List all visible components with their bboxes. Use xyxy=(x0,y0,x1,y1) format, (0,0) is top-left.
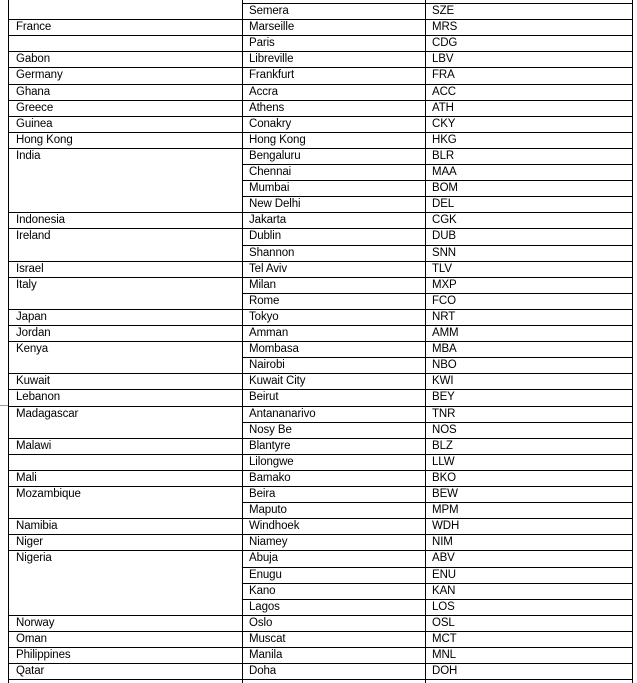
row-border xyxy=(8,389,242,390)
row-border xyxy=(8,341,242,342)
airport-code-cell: CGK xyxy=(432,214,457,227)
airport-code-cell: BLZ xyxy=(432,439,453,452)
city-cell: Semera xyxy=(249,5,289,17)
row-border xyxy=(8,663,242,664)
country-cell: Mali xyxy=(16,471,37,484)
country-cell: India xyxy=(16,149,41,162)
country-cell: Ireland xyxy=(16,230,51,243)
city-cell: Frankfurt xyxy=(249,69,295,82)
margin-stub-line xyxy=(0,405,8,406)
row-border xyxy=(8,35,242,36)
city-cell: Muscat xyxy=(249,632,286,645)
airport-code-cell: ENU xyxy=(432,568,456,581)
country-cell: Kuwait xyxy=(16,375,50,388)
country-cell: Guinea xyxy=(16,117,53,130)
row-border xyxy=(8,406,242,407)
city-cell: Nosy Be xyxy=(249,423,292,436)
country-cell: Philippines xyxy=(16,649,71,661)
city-cell: Mombasa xyxy=(249,343,299,356)
city-cell: Libreville xyxy=(249,53,294,66)
city-cell: Dublin xyxy=(249,230,282,243)
city-cell: Kuwait City xyxy=(249,375,306,388)
row-border xyxy=(8,228,242,229)
airport-code-cell: AMM xyxy=(432,327,459,339)
country-cell: Namibia xyxy=(16,520,58,533)
country-cell: Greece xyxy=(16,101,54,114)
country-cell: Kenya xyxy=(16,343,49,356)
city-cell: Chennai xyxy=(249,166,292,178)
country-cell: Ghana xyxy=(16,85,51,98)
row-border xyxy=(8,679,633,680)
airport-code-cell: BEW xyxy=(432,488,458,500)
airport-code-cell: BEY xyxy=(432,391,455,404)
country-cell: Malawi xyxy=(16,439,52,452)
row-border xyxy=(8,454,242,455)
city-cell: Tel Aviv xyxy=(249,262,287,275)
city-cell: Amman xyxy=(249,327,289,339)
airport-code-cell: MXP xyxy=(432,278,457,291)
airport-code-cell: NOS xyxy=(432,423,457,436)
country-cell: Indonesia xyxy=(16,214,65,227)
city-cell: Hong Kong xyxy=(249,133,306,146)
airport-code-cell: KAN xyxy=(432,584,456,597)
row-border xyxy=(8,261,242,262)
airport-code-cell: LBV xyxy=(432,53,454,66)
country-cell: Jordan xyxy=(16,327,51,339)
city-cell: Rome xyxy=(249,294,280,307)
country-cell: Niger xyxy=(16,536,43,549)
city-cell: Lagos xyxy=(249,600,280,613)
city-cell: Tokyo xyxy=(249,310,279,323)
country-cell: Qatar xyxy=(16,665,45,678)
city-cell: Antananarivo xyxy=(249,407,316,420)
city-cell: Bamako xyxy=(249,471,291,484)
city-cell: Doha xyxy=(249,665,277,678)
airport-code-cell: BOM xyxy=(432,182,458,195)
row-border xyxy=(8,486,242,487)
country-cell: France xyxy=(16,21,52,34)
country-cell: Germany xyxy=(16,69,63,82)
city-cell: Shannon xyxy=(249,246,295,259)
row-border xyxy=(8,518,242,519)
row-border xyxy=(8,325,242,326)
row-border xyxy=(8,67,242,68)
city-cell: Mumbai xyxy=(249,182,290,195)
airport-code-cell: FCO xyxy=(432,294,456,307)
airport-code-cell: MCT xyxy=(432,632,457,645)
airport-code-cell: MAA xyxy=(432,166,457,178)
row-border xyxy=(8,631,242,632)
airport-code-cell: MRS xyxy=(432,21,458,34)
airport-code-cell: MBA xyxy=(432,343,457,356)
country-cell: Mozambique xyxy=(16,488,81,500)
city-cell: Marseille xyxy=(249,21,295,34)
airport-code-cell: BKO xyxy=(432,471,456,484)
airport-code-cell: DUB xyxy=(432,230,456,243)
row-border xyxy=(8,132,242,133)
city-cell: Nairobi xyxy=(249,359,285,372)
city-cell: Beira xyxy=(249,488,276,500)
airport-code-cell: DOH xyxy=(432,665,458,678)
city-cell: Conakry xyxy=(249,117,292,130)
airport-code-cell: ATH xyxy=(432,101,454,114)
city-cell: Jakarta xyxy=(249,214,287,227)
airport-code-cell: WDH xyxy=(432,520,460,533)
country-cell: Gabon xyxy=(16,53,51,66)
country-cell: Italy xyxy=(16,278,37,291)
row-border xyxy=(8,550,242,551)
airport-code-cell: HKG xyxy=(432,133,457,146)
city-cell: Windhoek xyxy=(249,520,300,533)
city-cell: Accra xyxy=(249,85,278,98)
airport-code-cell: MNL xyxy=(432,649,456,661)
city-cell: Blantyre xyxy=(249,439,291,452)
row-border xyxy=(8,470,242,471)
row-border xyxy=(8,615,242,616)
row-border xyxy=(8,309,242,310)
country-cell: Nigeria xyxy=(16,552,52,565)
airport-code-cell: LOS xyxy=(432,600,455,613)
airport-code-cell: CDG xyxy=(432,37,458,50)
row-border xyxy=(8,438,242,439)
airport-code-cell: KWI xyxy=(432,375,454,388)
country-cell: Norway xyxy=(16,616,55,629)
row-border xyxy=(8,116,242,117)
country-cell: Oman xyxy=(16,632,47,645)
airport-code-cell: NRT xyxy=(432,310,456,323)
airport-code-cell: DEL xyxy=(432,198,455,211)
row-border xyxy=(8,373,242,374)
country-cell: Israel xyxy=(16,262,44,275)
country-cell: Lebanon xyxy=(16,391,61,404)
airport-code-cell: SZE xyxy=(432,5,455,17)
row-border xyxy=(8,84,242,85)
row-border xyxy=(8,277,242,278)
row-border xyxy=(8,19,242,20)
airport-code-cell: MPM xyxy=(432,504,459,517)
city-cell: Abuja xyxy=(249,552,278,565)
airport-code-cell: FRA xyxy=(432,69,455,82)
city-cell: Manila xyxy=(249,649,283,661)
city-cell: Athens xyxy=(249,101,285,114)
row-border xyxy=(8,647,242,648)
city-cell: Lilongwe xyxy=(249,455,294,468)
row-border xyxy=(8,148,242,149)
city-cell: Oslo xyxy=(249,616,273,629)
airport-code-cell: SNN xyxy=(432,246,456,259)
country-cell: Japan xyxy=(16,310,47,323)
country-cell: Hong Kong xyxy=(16,133,73,146)
city-cell: Niamey xyxy=(249,536,288,549)
row-border xyxy=(8,534,242,535)
city-cell: Beirut xyxy=(249,391,279,404)
row-border xyxy=(8,51,242,52)
airport-code-cell: NBO xyxy=(432,359,457,372)
city-cell: New Delhi xyxy=(249,198,301,211)
airport-code-cell: OSL xyxy=(432,616,455,629)
country-cell: Madagascar xyxy=(16,407,79,420)
airport-code-cell: NIM xyxy=(432,536,453,549)
row-border xyxy=(8,100,242,101)
airport-code-cell: ACC xyxy=(432,85,456,98)
airport-code-cell: TNR xyxy=(432,407,456,420)
city-cell: Kano xyxy=(249,584,276,597)
city-cell: Milan xyxy=(249,278,276,291)
city-cell: Paris xyxy=(249,37,275,50)
row-border xyxy=(8,212,242,213)
city-cell: Bengaluru xyxy=(249,149,301,162)
airport-code-cell: ABV xyxy=(432,552,455,565)
city-cell: Maputo xyxy=(249,504,287,517)
airport-code-cell: BLR xyxy=(432,149,455,162)
city-cell: Enugu xyxy=(249,568,282,581)
airport-code-cell: CKY xyxy=(432,117,456,130)
airport-code-cell: LLW xyxy=(432,455,455,468)
airport-code-cell: TLV xyxy=(432,262,452,275)
